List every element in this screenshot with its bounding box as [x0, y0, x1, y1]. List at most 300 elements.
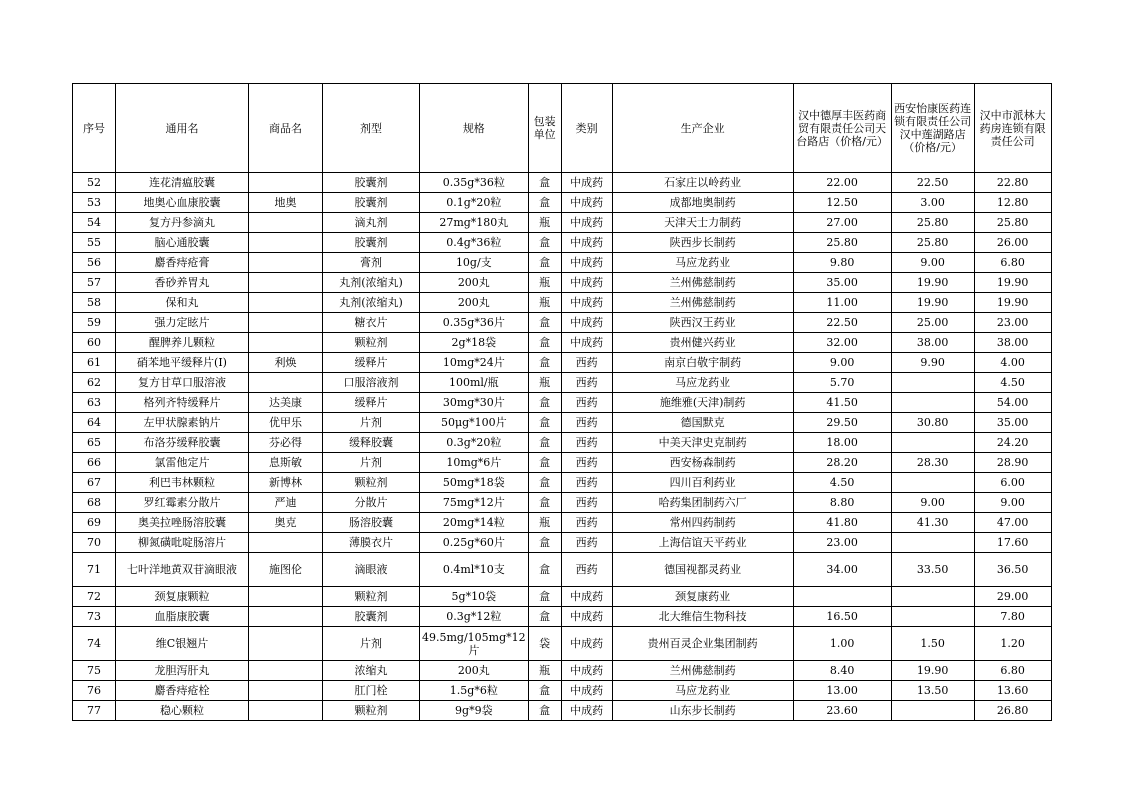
table-body — [73, 173, 1052, 721]
col-package-unit-cell: 盒 — [528, 701, 561, 721]
col-generic-name-cell: 维C银翘片 — [116, 627, 249, 661]
col-price-store-c-cell: 1.20 — [974, 627, 1051, 661]
col-category-cell: 中成药 — [561, 607, 612, 627]
col-generic-name-cell: 保和丸 — [116, 293, 249, 313]
col-price-store-c-cell: 6.80 — [974, 661, 1051, 681]
col-spec-cell: 49.5mg/105mg*12片 — [420, 627, 529, 661]
col-index-cell: 66 — [73, 453, 116, 473]
col-spec-cell: 9g*9袋 — [420, 701, 529, 721]
col-price-store-c-cell: 24.20 — [974, 433, 1051, 453]
col-brand-name-cell: 地奥 — [249, 193, 323, 213]
col-manufacturer-cell: 成都地奥制药 — [612, 193, 793, 213]
col-price-store-b-cell: 30.80 — [891, 413, 974, 433]
col-spec-cell: 10mg*24片 — [420, 353, 529, 373]
col-manufacturer-cell: 天津天士力制药 — [612, 213, 793, 233]
col-brand-name-cell — [249, 273, 323, 293]
col-package-unit-cell: 瓶 — [528, 661, 561, 681]
col-spec-cell: 0.25g*60片 — [420, 533, 529, 553]
col-spec-cell: 200丸 — [420, 273, 529, 293]
col-dosage-form-cell: 颗粒剂 — [323, 473, 420, 493]
col-price-store-a-cell: 9.80 — [793, 253, 891, 273]
col-price-store-b-header: 西安怡康医药连锁有限责任公司汉中莲湖路店（价格/元） — [891, 84, 974, 173]
col-brand-name-cell: 奥克 — [249, 513, 323, 533]
col-spec-cell: 0.35g*36粒 — [420, 173, 529, 193]
col-generic-name-cell: 左甲状腺素钠片 — [116, 413, 249, 433]
col-brand-name-cell: 达美康 — [249, 393, 323, 413]
col-spec-cell: 10mg*6片 — [420, 453, 529, 473]
table-row — [73, 253, 1052, 273]
col-index-cell: 52 — [73, 173, 116, 193]
col-category-cell: 西药 — [561, 393, 612, 413]
col-generic-name-cell: 强力定眩片 — [116, 313, 249, 333]
col-dosage-form-cell: 片剂 — [323, 627, 420, 661]
col-brand-name-cell — [249, 293, 323, 313]
col-category-cell: 西药 — [561, 513, 612, 533]
col-price-store-b-cell — [891, 433, 974, 453]
col-manufacturer-cell: 颈复康药业 — [612, 587, 793, 607]
col-dosage-form-cell: 胶囊剂 — [323, 173, 420, 193]
col-package-unit-cell: 盒 — [528, 533, 561, 553]
col-price-store-a-cell: 35.00 — [793, 273, 891, 293]
col-price-store-a-cell: 16.50 — [793, 607, 891, 627]
col-dosage-form-cell: 片剂 — [323, 413, 420, 433]
col-spec-cell: 0.35g*36片 — [420, 313, 529, 333]
col-index-cell: 68 — [73, 493, 116, 513]
col-price-store-a-cell: 8.40 — [793, 661, 891, 681]
col-generic-name-cell: 柳氮磺吡啶肠溶片 — [116, 533, 249, 553]
table-row — [73, 607, 1052, 627]
col-dosage-form-cell: 滴眼液 — [323, 553, 420, 587]
col-dosage-form-cell: 肠溶胶囊 — [323, 513, 420, 533]
table-row — [73, 493, 1052, 513]
col-brand-name-cell — [249, 213, 323, 233]
col-generic-name-cell: 麝香痔疮膏 — [116, 253, 249, 273]
col-dosage-form-cell: 缓释片 — [323, 393, 420, 413]
col-manufacturer-cell: 山东步长制药 — [612, 701, 793, 721]
col-package-unit-cell: 盒 — [528, 493, 561, 513]
col-price-store-b-cell: 25.80 — [891, 213, 974, 233]
col-index-cell: 77 — [73, 701, 116, 721]
col-price-store-b-cell: 9.00 — [891, 493, 974, 513]
col-price-store-a-cell: 22.50 — [793, 313, 891, 333]
col-spec-cell: 200丸 — [420, 661, 529, 681]
table-row — [73, 473, 1052, 493]
col-spec-cell: 2g*18袋 — [420, 333, 529, 353]
col-category-cell: 中成药 — [561, 627, 612, 661]
col-price-store-c-cell: 4.00 — [974, 353, 1051, 373]
col-index-cell: 58 — [73, 293, 116, 313]
col-price-store-c-cell: 38.00 — [974, 333, 1051, 353]
col-price-store-b-cell: 22.50 — [891, 173, 974, 193]
col-spec-cell: 0.3g*20粒 — [420, 433, 529, 453]
col-manufacturer-cell: 常州四药制药 — [612, 513, 793, 533]
col-brand-name-cell — [249, 173, 323, 193]
col-category-cell: 中成药 — [561, 293, 612, 313]
table-row — [73, 293, 1052, 313]
col-brand-name-cell — [249, 661, 323, 681]
col-generic-name-cell: 硝苯地平缓释片(Ⅰ) — [116, 353, 249, 373]
col-index-cell: 53 — [73, 193, 116, 213]
table-row — [73, 513, 1052, 533]
col-spec-cell: 0.1g*20粒 — [420, 193, 529, 213]
col-price-store-b-cell: 25.80 — [891, 233, 974, 253]
col-dosage-form-header: 剂型 — [323, 84, 420, 173]
col-dosage-form-cell: 丸剂(浓缩丸) — [323, 293, 420, 313]
col-index-cell: 54 — [73, 213, 116, 233]
col-manufacturer-cell: 石家庄以岭药业 — [612, 173, 793, 193]
col-index-cell: 73 — [73, 607, 116, 627]
col-index-cell: 67 — [73, 473, 116, 493]
col-price-store-c-cell: 17.60 — [974, 533, 1051, 553]
col-spec-cell: 50μg*100片 — [420, 413, 529, 433]
col-spec-cell: 5g*10袋 — [420, 587, 529, 607]
col-price-store-a-cell: 5.70 — [793, 373, 891, 393]
col-spec-cell: 0.3g*12粒 — [420, 607, 529, 627]
table-row — [73, 553, 1052, 587]
col-package-unit-cell: 盒 — [528, 253, 561, 273]
col-index-cell: 55 — [73, 233, 116, 253]
col-index-cell: 65 — [73, 433, 116, 453]
drug-price-table — [72, 83, 1052, 721]
col-price-store-c-cell: 13.60 — [974, 681, 1051, 701]
col-dosage-form-cell: 浓缩丸 — [323, 661, 420, 681]
col-manufacturer-cell: 德国视都灵药业 — [612, 553, 793, 587]
col-dosage-form-cell: 颗粒剂 — [323, 701, 420, 721]
col-price-store-c-cell: 29.00 — [974, 587, 1051, 607]
col-category-cell: 西药 — [561, 373, 612, 393]
col-category-cell: 中成药 — [561, 193, 612, 213]
col-manufacturer-cell: 中美天津史克制药 — [612, 433, 793, 453]
col-dosage-form-cell: 分散片 — [323, 493, 420, 513]
col-generic-name-cell: 氯雷他定片 — [116, 453, 249, 473]
table-row — [73, 587, 1052, 607]
col-package-unit-cell: 盒 — [528, 587, 561, 607]
col-price-store-a-cell: 8.80 — [793, 493, 891, 513]
col-index-cell: 56 — [73, 253, 116, 273]
col-brand-name-cell — [249, 627, 323, 661]
col-category-cell: 中成药 — [561, 213, 612, 233]
col-price-store-a-cell: 32.00 — [793, 333, 891, 353]
col-manufacturer-cell: 马应龙药业 — [612, 253, 793, 273]
col-generic-name-header: 通用名 — [116, 84, 249, 173]
col-price-store-a-cell: 27.00 — [793, 213, 891, 233]
col-price-store-c-cell: 35.00 — [974, 413, 1051, 433]
col-dosage-form-cell: 胶囊剂 — [323, 607, 420, 627]
table-row — [73, 233, 1052, 253]
col-price-store-a-cell: 29.50 — [793, 413, 891, 433]
col-package-unit-cell: 瓶 — [528, 273, 561, 293]
col-package-unit-header: 包装单位 — [528, 84, 561, 173]
col-brand-name-header: 商品名 — [249, 84, 323, 173]
col-index-cell: 61 — [73, 353, 116, 373]
col-price-store-a-cell: 12.50 — [793, 193, 891, 213]
col-dosage-form-cell: 膏剂 — [323, 253, 420, 273]
col-brand-name-cell: 施图伦 — [249, 553, 323, 587]
col-price-store-b-cell: 9.90 — [891, 353, 974, 373]
table-row — [73, 661, 1052, 681]
col-category-cell: 西药 — [561, 433, 612, 453]
col-price-store-c-cell: 19.90 — [974, 273, 1051, 293]
col-brand-name-cell: 芬必得 — [249, 433, 323, 453]
col-index-cell: 63 — [73, 393, 116, 413]
col-spec-cell: 20mg*14粒 — [420, 513, 529, 533]
col-index-cell: 60 — [73, 333, 116, 353]
col-manufacturer-cell: 施维雅(天津)制药 — [612, 393, 793, 413]
col-spec-cell: 30mg*30片 — [420, 393, 529, 413]
col-category-cell: 西药 — [561, 353, 612, 373]
col-category-cell: 西药 — [561, 533, 612, 553]
col-generic-name-cell: 格列齐特缓释片 — [116, 393, 249, 413]
col-generic-name-cell: 颈复康颗粒 — [116, 587, 249, 607]
col-price-store-a-cell: 41.80 — [793, 513, 891, 533]
col-category-cell: 西药 — [561, 493, 612, 513]
col-category-header: 类别 — [561, 84, 612, 173]
col-price-store-c-cell: 12.80 — [974, 193, 1051, 213]
col-manufacturer-cell: 德国默克 — [612, 413, 793, 433]
col-category-cell: 西药 — [561, 553, 612, 587]
col-price-store-a-cell: 9.00 — [793, 353, 891, 373]
col-generic-name-cell: 复方丹参滴丸 — [116, 213, 249, 233]
col-price-store-a-cell: 23.60 — [793, 701, 891, 721]
col-category-cell: 中成药 — [561, 173, 612, 193]
col-category-cell: 中成药 — [561, 587, 612, 607]
col-category-cell: 中成药 — [561, 701, 612, 721]
col-category-cell: 西药 — [561, 473, 612, 493]
col-manufacturer-cell: 贵州百灵企业集团制药 — [612, 627, 793, 661]
col-price-store-c-cell: 28.90 — [974, 453, 1051, 473]
col-package-unit-cell: 盒 — [528, 233, 561, 253]
col-manufacturer-cell: 马应龙药业 — [612, 681, 793, 701]
col-spec-cell: 100ml/瓶 — [420, 373, 529, 393]
col-price-store-c-cell: 6.80 — [974, 253, 1051, 273]
col-brand-name-cell — [249, 333, 323, 353]
col-spec-header: 规格 — [420, 84, 529, 173]
col-dosage-form-cell: 滴丸剂 — [323, 213, 420, 233]
col-package-unit-cell: 盒 — [528, 413, 561, 433]
col-generic-name-cell: 复方甘草口服溶液 — [116, 373, 249, 393]
table-row — [73, 353, 1052, 373]
col-manufacturer-cell: 上海信谊天平药业 — [612, 533, 793, 553]
col-brand-name-cell: 新博林 — [249, 473, 323, 493]
col-manufacturer-cell: 哈药集团制药六厂 — [612, 493, 793, 513]
col-manufacturer-cell: 西安杨森制药 — [612, 453, 793, 473]
table-row — [73, 333, 1052, 353]
col-price-store-c-cell: 7.80 — [974, 607, 1051, 627]
col-price-store-c-cell: 23.00 — [974, 313, 1051, 333]
col-category-cell: 中成药 — [561, 273, 612, 293]
col-price-store-c-cell: 25.80 — [974, 213, 1051, 233]
col-generic-name-cell: 稳心颗粒 — [116, 701, 249, 721]
col-brand-name-cell — [249, 681, 323, 701]
col-index-cell: 75 — [73, 661, 116, 681]
col-generic-name-cell: 香砂养胃丸 — [116, 273, 249, 293]
col-price-store-b-cell: 41.30 — [891, 513, 974, 533]
col-price-store-c-cell: 19.90 — [974, 293, 1051, 313]
col-price-store-b-cell — [891, 393, 974, 413]
col-price-store-b-cell: 19.90 — [891, 293, 974, 313]
col-price-store-b-cell: 19.90 — [891, 273, 974, 293]
col-price-store-b-cell — [891, 373, 974, 393]
col-package-unit-cell: 瓶 — [528, 213, 561, 233]
col-spec-cell: 10g/支 — [420, 253, 529, 273]
col-generic-name-cell: 地奥心血康胶囊 — [116, 193, 249, 213]
col-manufacturer-cell: 陕西步长制药 — [612, 233, 793, 253]
col-package-unit-cell: 盒 — [528, 681, 561, 701]
table-row — [73, 533, 1052, 553]
col-package-unit-cell: 瓶 — [528, 293, 561, 313]
col-price-store-b-cell: 28.30 — [891, 453, 974, 473]
col-category-cell: 中成药 — [561, 313, 612, 333]
col-package-unit-cell: 盒 — [528, 193, 561, 213]
col-package-unit-cell: 盒 — [528, 433, 561, 453]
col-index-cell: 69 — [73, 513, 116, 533]
col-dosage-form-cell: 缓释胶囊 — [323, 433, 420, 453]
col-price-store-a-cell — [793, 587, 891, 607]
col-generic-name-cell: 罗红霉素分散片 — [116, 493, 249, 513]
col-manufacturer-cell: 兰州佛慈制药 — [612, 293, 793, 313]
col-brand-name-cell: 优甲乐 — [249, 413, 323, 433]
col-price-store-c-cell: 54.00 — [974, 393, 1051, 413]
col-index-cell: 71 — [73, 553, 116, 587]
col-generic-name-cell: 连花清瘟胶囊 — [116, 173, 249, 193]
col-price-store-c-cell: 4.50 — [974, 373, 1051, 393]
col-manufacturer-cell: 兰州佛慈制药 — [612, 273, 793, 293]
col-generic-name-cell: 醒脾养儿颗粒 — [116, 333, 249, 353]
col-generic-name-cell: 龙胆泻肝丸 — [116, 661, 249, 681]
col-brand-name-cell: 利焕 — [249, 353, 323, 373]
col-price-store-b-cell: 33.50 — [891, 553, 974, 587]
col-index-cell: 76 — [73, 681, 116, 701]
col-manufacturer-cell: 陕西汉王药业 — [612, 313, 793, 333]
col-package-unit-cell: 盒 — [528, 353, 561, 373]
col-dosage-form-cell: 薄膜衣片 — [323, 533, 420, 553]
col-brand-name-cell: 严迪 — [249, 493, 323, 513]
col-price-store-b-cell — [891, 473, 974, 493]
col-dosage-form-cell: 颗粒剂 — [323, 333, 420, 353]
col-category-cell: 中成药 — [561, 681, 612, 701]
col-spec-cell: 200丸 — [420, 293, 529, 313]
col-manufacturer-cell: 四川百利药业 — [612, 473, 793, 493]
col-price-store-a-cell: 41.50 — [793, 393, 891, 413]
col-generic-name-cell: 麝香痔疮栓 — [116, 681, 249, 701]
col-generic-name-cell: 利巴韦林颗粒 — [116, 473, 249, 493]
col-price-store-b-cell: 13.50 — [891, 681, 974, 701]
col-price-store-b-cell: 25.00 — [891, 313, 974, 333]
table-row — [73, 213, 1052, 233]
col-price-store-b-cell: 3.00 — [891, 193, 974, 213]
col-package-unit-cell: 盒 — [528, 393, 561, 413]
col-brand-name-cell — [249, 533, 323, 553]
col-price-store-c-cell: 22.80 — [974, 173, 1051, 193]
col-brand-name-cell — [249, 587, 323, 607]
col-price-store-a-cell: 11.00 — [793, 293, 891, 313]
col-price-store-c-header: 汉中市派林大药房连锁有限责任公司 — [974, 84, 1051, 173]
col-brand-name-cell — [249, 607, 323, 627]
col-index-cell: 64 — [73, 413, 116, 433]
col-price-store-b-cell — [891, 587, 974, 607]
col-price-store-c-cell: 9.00 — [974, 493, 1051, 513]
col-price-store-a-header: 汉中德厚丰医药商贸有限责任公司天台路店（价格/元） — [793, 84, 891, 173]
table-row — [73, 273, 1052, 293]
col-brand-name-cell — [249, 701, 323, 721]
col-price-store-b-cell: 9.00 — [891, 253, 974, 273]
col-brand-name-cell — [249, 373, 323, 393]
col-spec-cell: 0.4g*36粒 — [420, 233, 529, 253]
col-price-store-a-cell: 25.80 — [793, 233, 891, 253]
col-dosage-form-cell: 糖衣片 — [323, 313, 420, 333]
col-category-cell: 中成药 — [561, 253, 612, 273]
col-price-store-c-cell: 36.50 — [974, 553, 1051, 587]
col-manufacturer-cell: 贵州健兴药业 — [612, 333, 793, 353]
col-package-unit-cell: 盒 — [528, 607, 561, 627]
col-manufacturer-cell: 马应龙药业 — [612, 373, 793, 393]
col-brand-name-cell — [249, 233, 323, 253]
table-row — [73, 193, 1052, 213]
table-row — [73, 453, 1052, 473]
col-dosage-form-cell: 胶囊剂 — [323, 233, 420, 253]
col-package-unit-cell: 盒 — [528, 453, 561, 473]
col-spec-cell: 1.5g*6粒 — [420, 681, 529, 701]
col-spec-cell: 27mg*180丸 — [420, 213, 529, 233]
header-row — [73, 84, 1052, 173]
col-category-cell: 西药 — [561, 453, 612, 473]
table-row — [73, 173, 1052, 193]
col-index-cell: 70 — [73, 533, 116, 553]
col-package-unit-cell: 盒 — [528, 473, 561, 493]
col-category-cell: 中成药 — [561, 233, 612, 253]
col-brand-name-cell — [249, 253, 323, 273]
col-index-cell: 74 — [73, 627, 116, 661]
col-package-unit-cell: 盒 — [528, 553, 561, 587]
col-package-unit-cell: 盒 — [528, 313, 561, 333]
col-manufacturer-cell: 南京白敬宇制药 — [612, 353, 793, 373]
col-dosage-form-cell: 片剂 — [323, 453, 420, 473]
col-price-store-a-cell: 23.00 — [793, 533, 891, 553]
col-price-store-b-cell: 19.90 — [891, 661, 974, 681]
col-price-store-c-cell: 26.80 — [974, 701, 1051, 721]
col-dosage-form-cell: 口服溶液剂 — [323, 373, 420, 393]
col-price-store-a-cell: 22.00 — [793, 173, 891, 193]
col-price-store-b-cell: 1.50 — [891, 627, 974, 661]
col-dosage-form-cell: 丸剂(浓缩丸) — [323, 273, 420, 293]
col-price-store-c-cell: 47.00 — [974, 513, 1051, 533]
col-price-store-b-cell: 38.00 — [891, 333, 974, 353]
col-category-cell: 中成药 — [561, 333, 612, 353]
col-category-cell: 中成药 — [561, 661, 612, 681]
table-row — [73, 433, 1052, 453]
col-price-store-c-cell: 26.00 — [974, 233, 1051, 253]
col-generic-name-cell: 七叶洋地黄双苷滴眼液 — [116, 553, 249, 587]
col-index-cell: 57 — [73, 273, 116, 293]
table-row — [73, 393, 1052, 413]
col-index-cell: 72 — [73, 587, 116, 607]
col-price-store-a-cell: 18.00 — [793, 433, 891, 453]
col-manufacturer-header: 生产企业 — [612, 84, 793, 173]
col-manufacturer-cell: 兰州佛慈制药 — [612, 661, 793, 681]
col-generic-name-cell: 脑心通胶囊 — [116, 233, 249, 253]
col-package-unit-cell: 盒 — [528, 333, 561, 353]
col-package-unit-cell: 袋 — [528, 627, 561, 661]
table-row — [73, 627, 1052, 661]
table-row — [73, 701, 1052, 721]
col-dosage-form-cell: 肛门栓 — [323, 681, 420, 701]
col-generic-name-cell: 布洛芬缓释胶囊 — [116, 433, 249, 453]
col-price-store-a-cell: 13.00 — [793, 681, 891, 701]
col-manufacturer-cell: 北大维信生物科技 — [612, 607, 793, 627]
table-row — [73, 373, 1052, 393]
col-price-store-b-cell — [891, 533, 974, 553]
col-dosage-form-cell: 缓释片 — [323, 353, 420, 373]
